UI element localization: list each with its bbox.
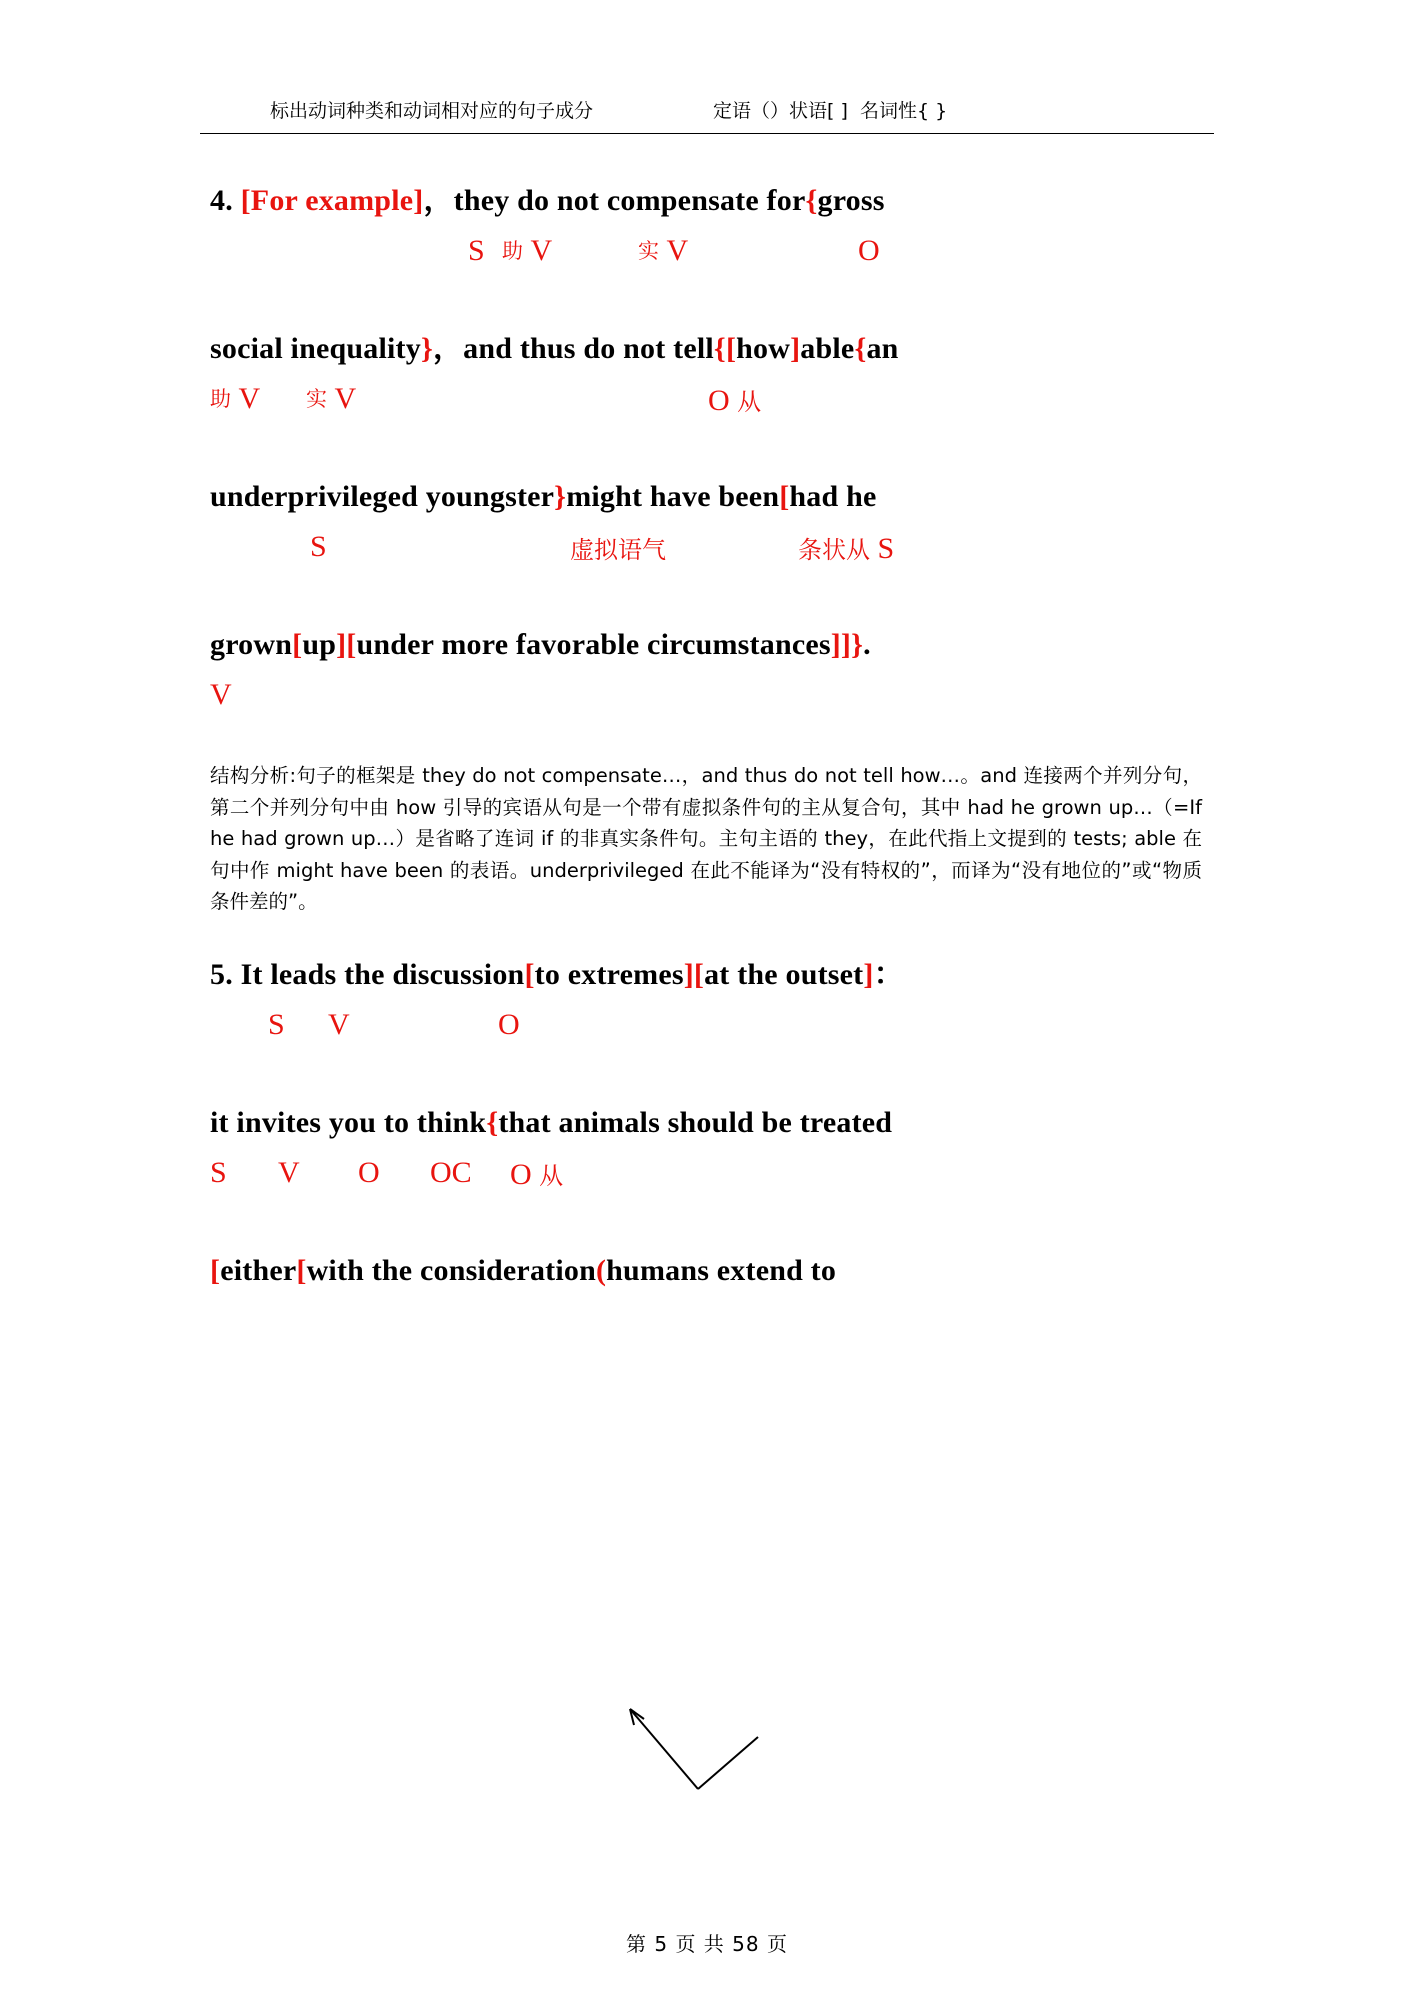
sentence-line-4-4 bbox=[210, 630, 1204, 660]
annotation-object bbox=[358, 1156, 380, 1190]
seg: . bbox=[863, 628, 871, 661]
annotation-label: S bbox=[210, 1155, 227, 1189]
annotation-clause: 从 bbox=[737, 388, 762, 416]
annotation-label: V bbox=[278, 1155, 300, 1189]
annotation-label: O bbox=[498, 1007, 520, 1041]
annotation-main-verb bbox=[638, 234, 688, 268]
annotation-cn: 实 bbox=[638, 239, 659, 263]
annotation-cn: 助 bbox=[210, 387, 231, 411]
sentence-line-4-1 bbox=[210, 186, 1204, 216]
seg: } bbox=[554, 480, 567, 513]
seg: might have been bbox=[566, 480, 780, 513]
seg: { bbox=[854, 332, 867, 365]
annotation-subjunctive bbox=[570, 530, 666, 566]
annotation-object-clause bbox=[510, 1156, 563, 1192]
annotation-label: V bbox=[666, 234, 689, 267]
annotation-verb bbox=[278, 1156, 300, 1190]
seg: [ bbox=[296, 1253, 307, 1287]
seg: ]]} bbox=[830, 628, 864, 661]
annotation-row-4-3 bbox=[210, 530, 1204, 586]
annotation-label: V bbox=[210, 678, 232, 711]
sentence-line-4-2 bbox=[210, 334, 1204, 364]
annotation-label: S bbox=[468, 234, 485, 267]
annotation-row-5-2 bbox=[210, 1156, 1204, 1212]
seg: ][ bbox=[683, 957, 705, 991]
annotation-subject bbox=[468, 234, 485, 268]
annotation-verb bbox=[210, 678, 232, 712]
annotation-main-verb bbox=[306, 382, 356, 416]
annotation-label: O bbox=[858, 234, 880, 267]
annotation-cn: 助 bbox=[502, 239, 523, 263]
seg: an bbox=[866, 332, 899, 365]
sentence-line-5-2 bbox=[210, 1105, 1204, 1139]
seg: } bbox=[420, 332, 433, 365]
seg: how bbox=[736, 332, 791, 365]
seg: [ bbox=[292, 628, 303, 661]
annotation-label: 条状从 bbox=[798, 536, 870, 564]
annotation-aux-verb bbox=[502, 234, 552, 268]
seg: that animals should be treated bbox=[498, 1105, 893, 1139]
seg: [ bbox=[210, 1253, 221, 1287]
seg: ] bbox=[790, 332, 801, 365]
annotation-object bbox=[858, 234, 880, 268]
seg: 4. bbox=[210, 184, 241, 217]
seg: underprivileged youngster bbox=[210, 480, 555, 513]
seg: gross bbox=[817, 184, 885, 217]
seg: either bbox=[220, 1253, 297, 1287]
annotation-label: O bbox=[708, 384, 730, 417]
seg: humans extend to bbox=[606, 1253, 837, 1287]
annotation-subject bbox=[310, 530, 327, 564]
annotation-object-complement bbox=[430, 1156, 472, 1190]
annotation-label: O bbox=[510, 1157, 532, 1191]
annotation-verb bbox=[328, 1008, 350, 1042]
seg: to extremes bbox=[534, 957, 684, 991]
annotation-label: OC bbox=[430, 1155, 472, 1189]
sentence-line-4-3 bbox=[210, 482, 1204, 512]
annotation-clause: 从 bbox=[539, 1161, 564, 1190]
annotation-label: S bbox=[268, 1007, 285, 1041]
seg: social inequality bbox=[210, 332, 421, 365]
structural-analysis-paragraph: 结构分析:句子的框架是 they do not compensate…，and thus do not tell how…。and 连接两个并列分句，第二个并列分句中由 how 引导的宾语从句是一个带有虚拟条件句的主从复合句，其中 had he grown up…（=If he had grown up…）是省略了连词 if 的非真实条件句。主句主语的 they，在此代指上文提到的 tests; able 在句中作 might have been 的表语。underprivileged 在此不能译为“没有特权的”，而译为“没有地位的”或“物质条件差的”。 bbox=[210, 764, 1202, 914]
annotation-object bbox=[498, 1008, 520, 1042]
annotation-row-5-1 bbox=[210, 1008, 1204, 1064]
annotation-label: S bbox=[310, 530, 327, 563]
page-header bbox=[200, 0, 1214, 134]
annotation-subject bbox=[268, 1008, 285, 1042]
annotation-label: V bbox=[238, 382, 261, 415]
annotation-label: 虚拟语气 bbox=[570, 536, 666, 564]
annotation-row-4-1 bbox=[210, 234, 1204, 290]
seg: ，they do not compensate for bbox=[423, 184, 806, 217]
seg: ，and thus do not tell bbox=[432, 332, 714, 365]
seg: ： bbox=[873, 957, 904, 991]
seg: under more favorable circumstances bbox=[356, 628, 831, 661]
annotation-aux-verb bbox=[210, 382, 260, 416]
annotation-label: O bbox=[358, 1155, 380, 1189]
annotation-row-4-2 bbox=[210, 382, 1204, 438]
header-right-text: 定语（）状语[ ] 名词性{ } bbox=[713, 100, 948, 122]
seg: [ bbox=[524, 957, 535, 991]
header-left-text: 标出动词种类和动词相对应的句子成分 bbox=[270, 100, 594, 122]
seg: ][ bbox=[336, 628, 357, 661]
seg: grown bbox=[210, 628, 293, 661]
seg: with the consideration bbox=[306, 1253, 596, 1287]
sentence-line-5-3 bbox=[210, 1253, 1204, 1287]
seg: had he bbox=[789, 480, 877, 513]
annotation-subject bbox=[210, 1156, 227, 1190]
seg: [ bbox=[779, 480, 790, 513]
seg: [For example] bbox=[240, 184, 424, 217]
seg: up bbox=[302, 628, 337, 661]
annotation-label: V bbox=[530, 234, 553, 267]
seg: it invites you to think bbox=[210, 1105, 487, 1139]
annotation-conditional-clause bbox=[798, 530, 894, 566]
page-footer: 第 5 页 共 58 页 bbox=[626, 1932, 788, 1956]
seg: { bbox=[805, 184, 818, 217]
annotation-cn: 实 bbox=[306, 387, 327, 411]
sentence-line-5-1 bbox=[210, 957, 1204, 991]
annotation-label: V bbox=[328, 1007, 350, 1041]
seg: 5. It leads the discussion bbox=[210, 957, 525, 991]
seg: at the outset bbox=[704, 957, 864, 991]
handdrawn-arrow bbox=[620, 1697, 820, 1817]
seg: ] bbox=[863, 957, 874, 991]
seg: ( bbox=[595, 1253, 607, 1287]
seg: able bbox=[800, 332, 855, 365]
annotation-object bbox=[708, 382, 761, 418]
annotation-label: V bbox=[334, 382, 357, 415]
annotation-label: S bbox=[877, 532, 895, 565]
seg: { bbox=[486, 1105, 499, 1139]
annotation-row-4-4 bbox=[210, 678, 1204, 724]
seg: {[ bbox=[713, 332, 737, 365]
